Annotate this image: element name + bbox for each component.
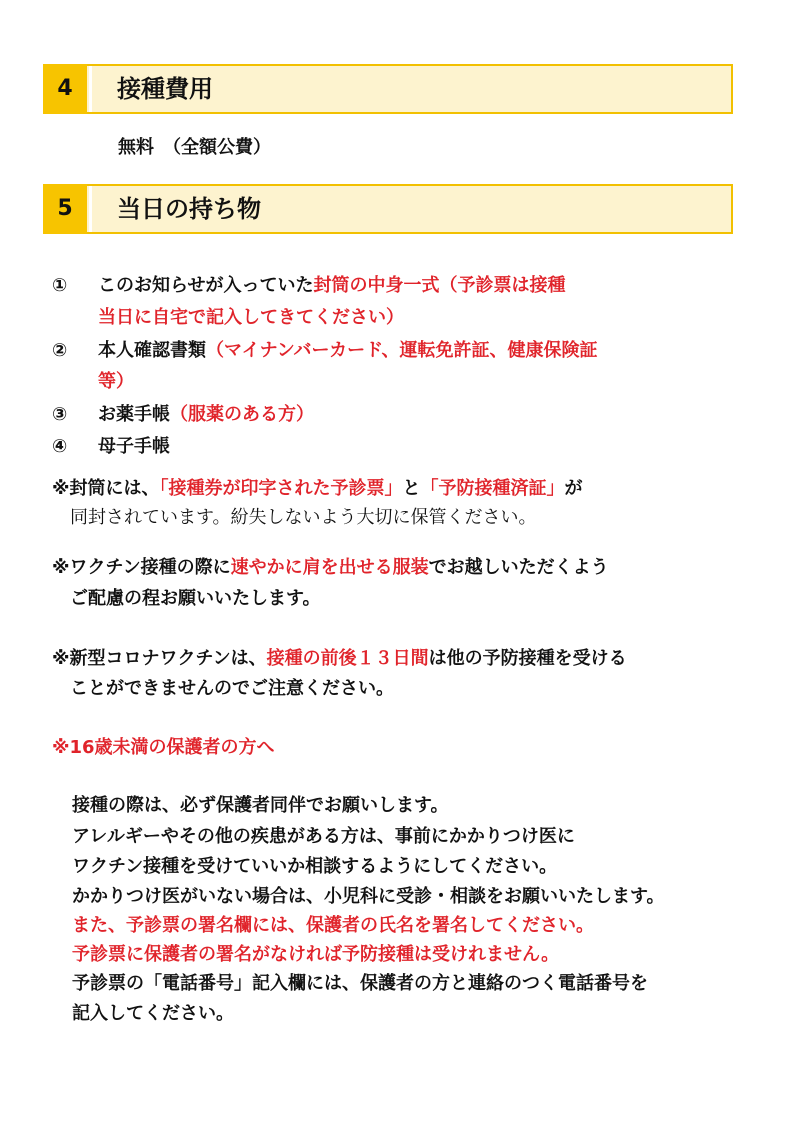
item-3: [98, 404, 314, 426]
item-number: ①: [52, 275, 68, 296]
item-text: 本人確認書類: [98, 340, 206, 361]
note-text: ※新型コロナワクチンは、: [52, 648, 267, 669]
guardian-line-1: 接種の際は、必ず保護者同伴でお願いします。: [72, 795, 449, 816]
note-2-line-1: [52, 557, 609, 579]
note-3-line-2: ことができませんのでご注意ください。: [70, 678, 394, 699]
divider: [89, 66, 92, 112]
note-highlight: 接種の前後１３日間: [266, 648, 429, 669]
guardian-line-3: ワクチン接種を受けていいか相談するようにしてください。: [72, 856, 558, 877]
guardian-line-7: 予診票の「電話番号」記入欄には、保護者の方と連絡のつく電話番号を: [72, 973, 648, 994]
item-highlight: （マイナンバーカード、運転免許証、健康保険証: [206, 340, 598, 361]
note-highlight: 速やかに肩を出せる服装: [230, 557, 429, 578]
note-text: ※ワクチン接種の際に: [52, 557, 231, 578]
item-number: ②: [52, 340, 68, 361]
item-number: ④: [52, 436, 68, 457]
guardian-heading: ※16歳未満の保護者の方へ: [52, 737, 275, 758]
item-number: ③: [52, 404, 68, 425]
section-number: 5: [43, 184, 87, 234]
section-header-4: [43, 64, 733, 114]
note-3-line-1: [52, 648, 627, 670]
divider: [89, 186, 92, 232]
item-text: このお知らせが入っていた: [98, 275, 314, 296]
note-1-line-2: 同封されています。紛失しないよう大切に保管ください。: [70, 507, 537, 528]
guardian-line-2: アレルギーやその他の疾患がある方は、事前にかかりつけ医に: [72, 826, 575, 847]
item-highlight: （服薬のある方）: [170, 404, 314, 425]
note-2-line-2: ご配慮の程お願いいたします。: [70, 588, 321, 609]
section-header-5: [43, 184, 733, 234]
item-1-line-2: 当日に自宅で記入してきてください）: [98, 307, 404, 328]
note-text: でお越しいただくよう: [428, 557, 609, 578]
note-text: ※封筒には、: [52, 478, 160, 499]
note-highlight: 「接種券が印字された予診票」: [159, 478, 403, 499]
guardian-line-4: かかりつけ医がいない場合は、小児科に受診・相談をお願いいたします。: [72, 886, 665, 907]
section-title: 接種費用: [117, 75, 213, 103]
cost-text: 無料 （全額公費）: [118, 137, 271, 158]
guardian-line-6: 予診票に保護者の署名がなければ予防接種は受けれません。: [72, 944, 560, 965]
section-title: 当日の持ち物: [117, 195, 261, 223]
item-1-line-1: [98, 275, 565, 297]
item-2-line-2: 等）: [98, 371, 134, 392]
note-text: は他の予防接種を受ける: [428, 648, 627, 669]
note-text: と: [402, 478, 421, 499]
section-number: 4: [43, 64, 87, 114]
item-4: 母子手帳: [98, 436, 170, 457]
guardian-line-5: また、予診票の署名欄には、保護者の氏名を署名してください。: [72, 915, 594, 936]
item-highlight: 封筒の中身一式（予診票は接種: [313, 275, 566, 296]
item-2-line-1: [98, 340, 598, 362]
guardian-line-8: 記入してください。: [72, 1003, 234, 1024]
note-highlight: 「予防接種済証」: [420, 478, 565, 499]
note-text: が: [564, 478, 583, 499]
note-1-line-1: [52, 478, 583, 500]
item-text: お薬手帳: [98, 404, 170, 425]
